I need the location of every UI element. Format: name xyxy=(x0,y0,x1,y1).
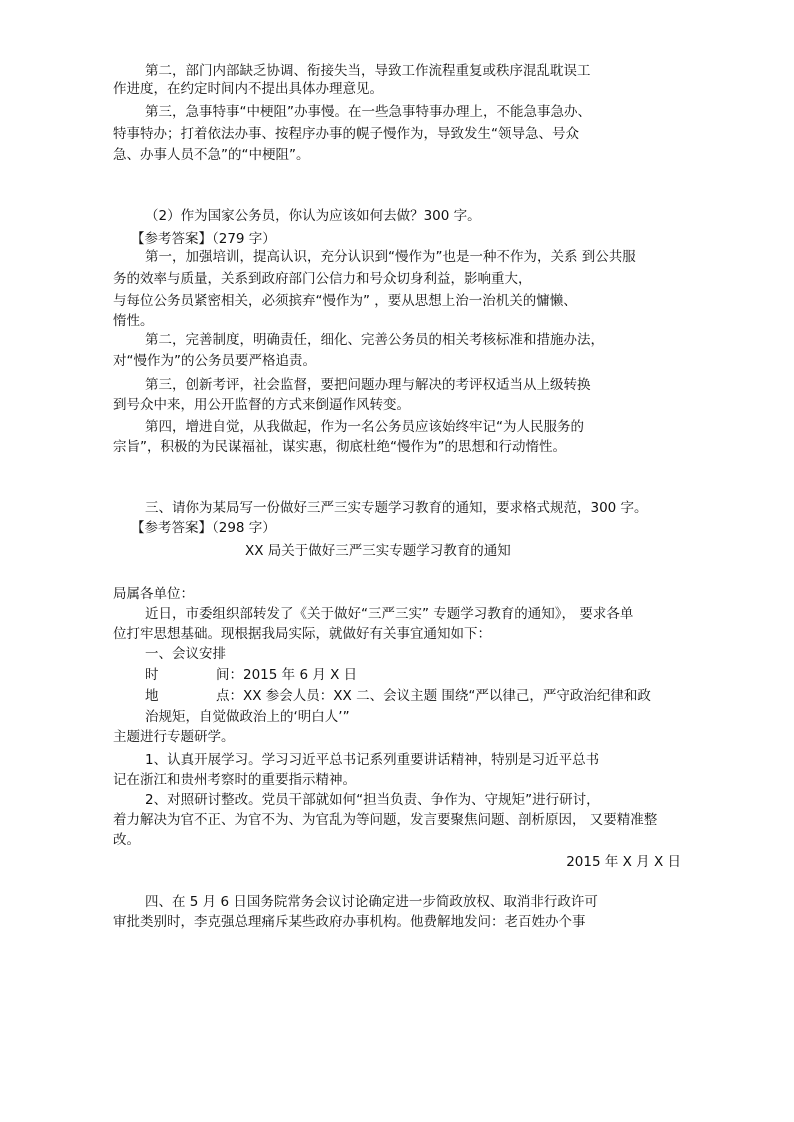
list-item: 1、认真开展学习。学习习近平总书记系列重要讲话精神，特别是习近平总书 xyxy=(145,752,600,768)
question-4-title: 四、在 5 月 6 日国务院常务会议讨论确定进一步简政放权、取消非行政许可 xyxy=(145,894,598,910)
paragraph-line: 第四，增进自觉，从我做起，作为一名公务员应该始终牢记“为人民服务的 xyxy=(145,419,584,435)
question-2-title: （2）作为国家公务员，你认为应该如何去做？300 字。 xyxy=(145,208,481,224)
paragraph-line: 特事特办；打着依法办事、按程序办事的幌子慢作为，导致发生“领导急、号众 xyxy=(113,126,579,142)
paragraph-line: 治规矩，自觉做政治上的‘明白人’” xyxy=(145,709,350,725)
paragraph-line: 到号众中来，用公开监督的方式来倒逼作风转变。 xyxy=(113,397,410,413)
field-value-place: 点：XX 参会人员：XX 二、会议主题 围绕“严以律己，严守政治纪律和政 xyxy=(216,688,651,704)
paragraph-line: 第二，部门内部缺乏协调、衔接失当，导致工作流程重复或秩序混乱耽误工 xyxy=(145,63,591,79)
paragraph-line: 惰性。 xyxy=(113,313,154,329)
paragraph-line: 近日，市委组织部转发了《关于做好“三严三实” 专题学习教育的通知》， 要求各单 xyxy=(145,606,634,622)
question-3-title: 三、请你为某局写一份做好三严三实专题学习教育的通知，要求格式规范，300 字。 xyxy=(145,500,648,516)
paragraph-line: 第三，急事特事“中梗阻”办事慢。在一些急事特事办理上，不能急事急办、 xyxy=(145,104,591,120)
paragraph-line: 对“慢作为”的公务员要严格追责。 xyxy=(113,353,316,369)
paragraph-line: 记在浙江和贵州考察时的重要指示精神。 xyxy=(113,772,356,788)
paragraph-line: 与每位公务员紧密相关，必须摈弃“慢作为” ，要从思想上治一治机关的慵懒、 xyxy=(113,293,577,309)
paragraph-line: 宗旨”，积极的为民谋福祉，谋实惠，彻底杜绝“慢作为”的思想和行动惰性。 xyxy=(113,439,566,455)
paragraph-line: 急、办事人员不急”的“中梗阻”。 xyxy=(113,147,310,163)
paragraph-line: 着力解决为官不正、为官不为、为官乱为等问题，发言要聚焦问题、剖析原因， 又要精准整 xyxy=(113,812,658,828)
paragraph-line: 务的效率与质量，关系到政府部门公信力和号众切身利益，影响重大， xyxy=(113,271,532,287)
field-label-place: 地 xyxy=(145,688,159,704)
list-item: 2、对照研讨整改。党员干部就如何“担当负责、争作为、守规矩”进行研讨， xyxy=(145,792,600,808)
field-label-time: 时 xyxy=(145,667,159,683)
answer-label: 【参考答案】（279 字） xyxy=(131,231,276,247)
notice-addressee: 局属各单位： xyxy=(113,586,194,602)
field-value-time: 间：2015 年 6 月 X 日 xyxy=(216,667,358,683)
paragraph-line: 审批类别时，李克强总理痛斥某些政府办事机构。他费解地发问：老百姓办个事 xyxy=(113,914,586,930)
paragraph-line: 改。 xyxy=(113,832,140,848)
paragraph-line: 作进度，在约定时间内不提出具体办理意见。 xyxy=(113,81,383,97)
paragraph-line: 第一，加强培训，提高认识，充分认识到“慢作为”也是一种不作为，关系 到公共服 xyxy=(145,249,636,265)
paragraph-line: 主题进行专题研学。 xyxy=(113,729,235,745)
paragraph-line: 第三，创新考评，社会监督，要把问题办理与解决的考评权适当从上级转换 xyxy=(145,377,591,393)
notice-title: XX 局关于做好三严三实专题学习教育的通知 xyxy=(245,543,511,559)
notice-date: 2015 年 X 月 X 日 xyxy=(566,854,681,870)
answer-label: 【参考答案】（298 字） xyxy=(131,520,276,536)
paragraph-line: 第二，完善制度，明确责任，细化、完善公务员的相关考核标准和措施办法， xyxy=(145,332,604,348)
section-heading: 一、会议安排 xyxy=(145,646,226,662)
paragraph-line: 位打牢思想基础。现根据我局实际，就做好有关事宜通知如下： xyxy=(113,626,491,642)
